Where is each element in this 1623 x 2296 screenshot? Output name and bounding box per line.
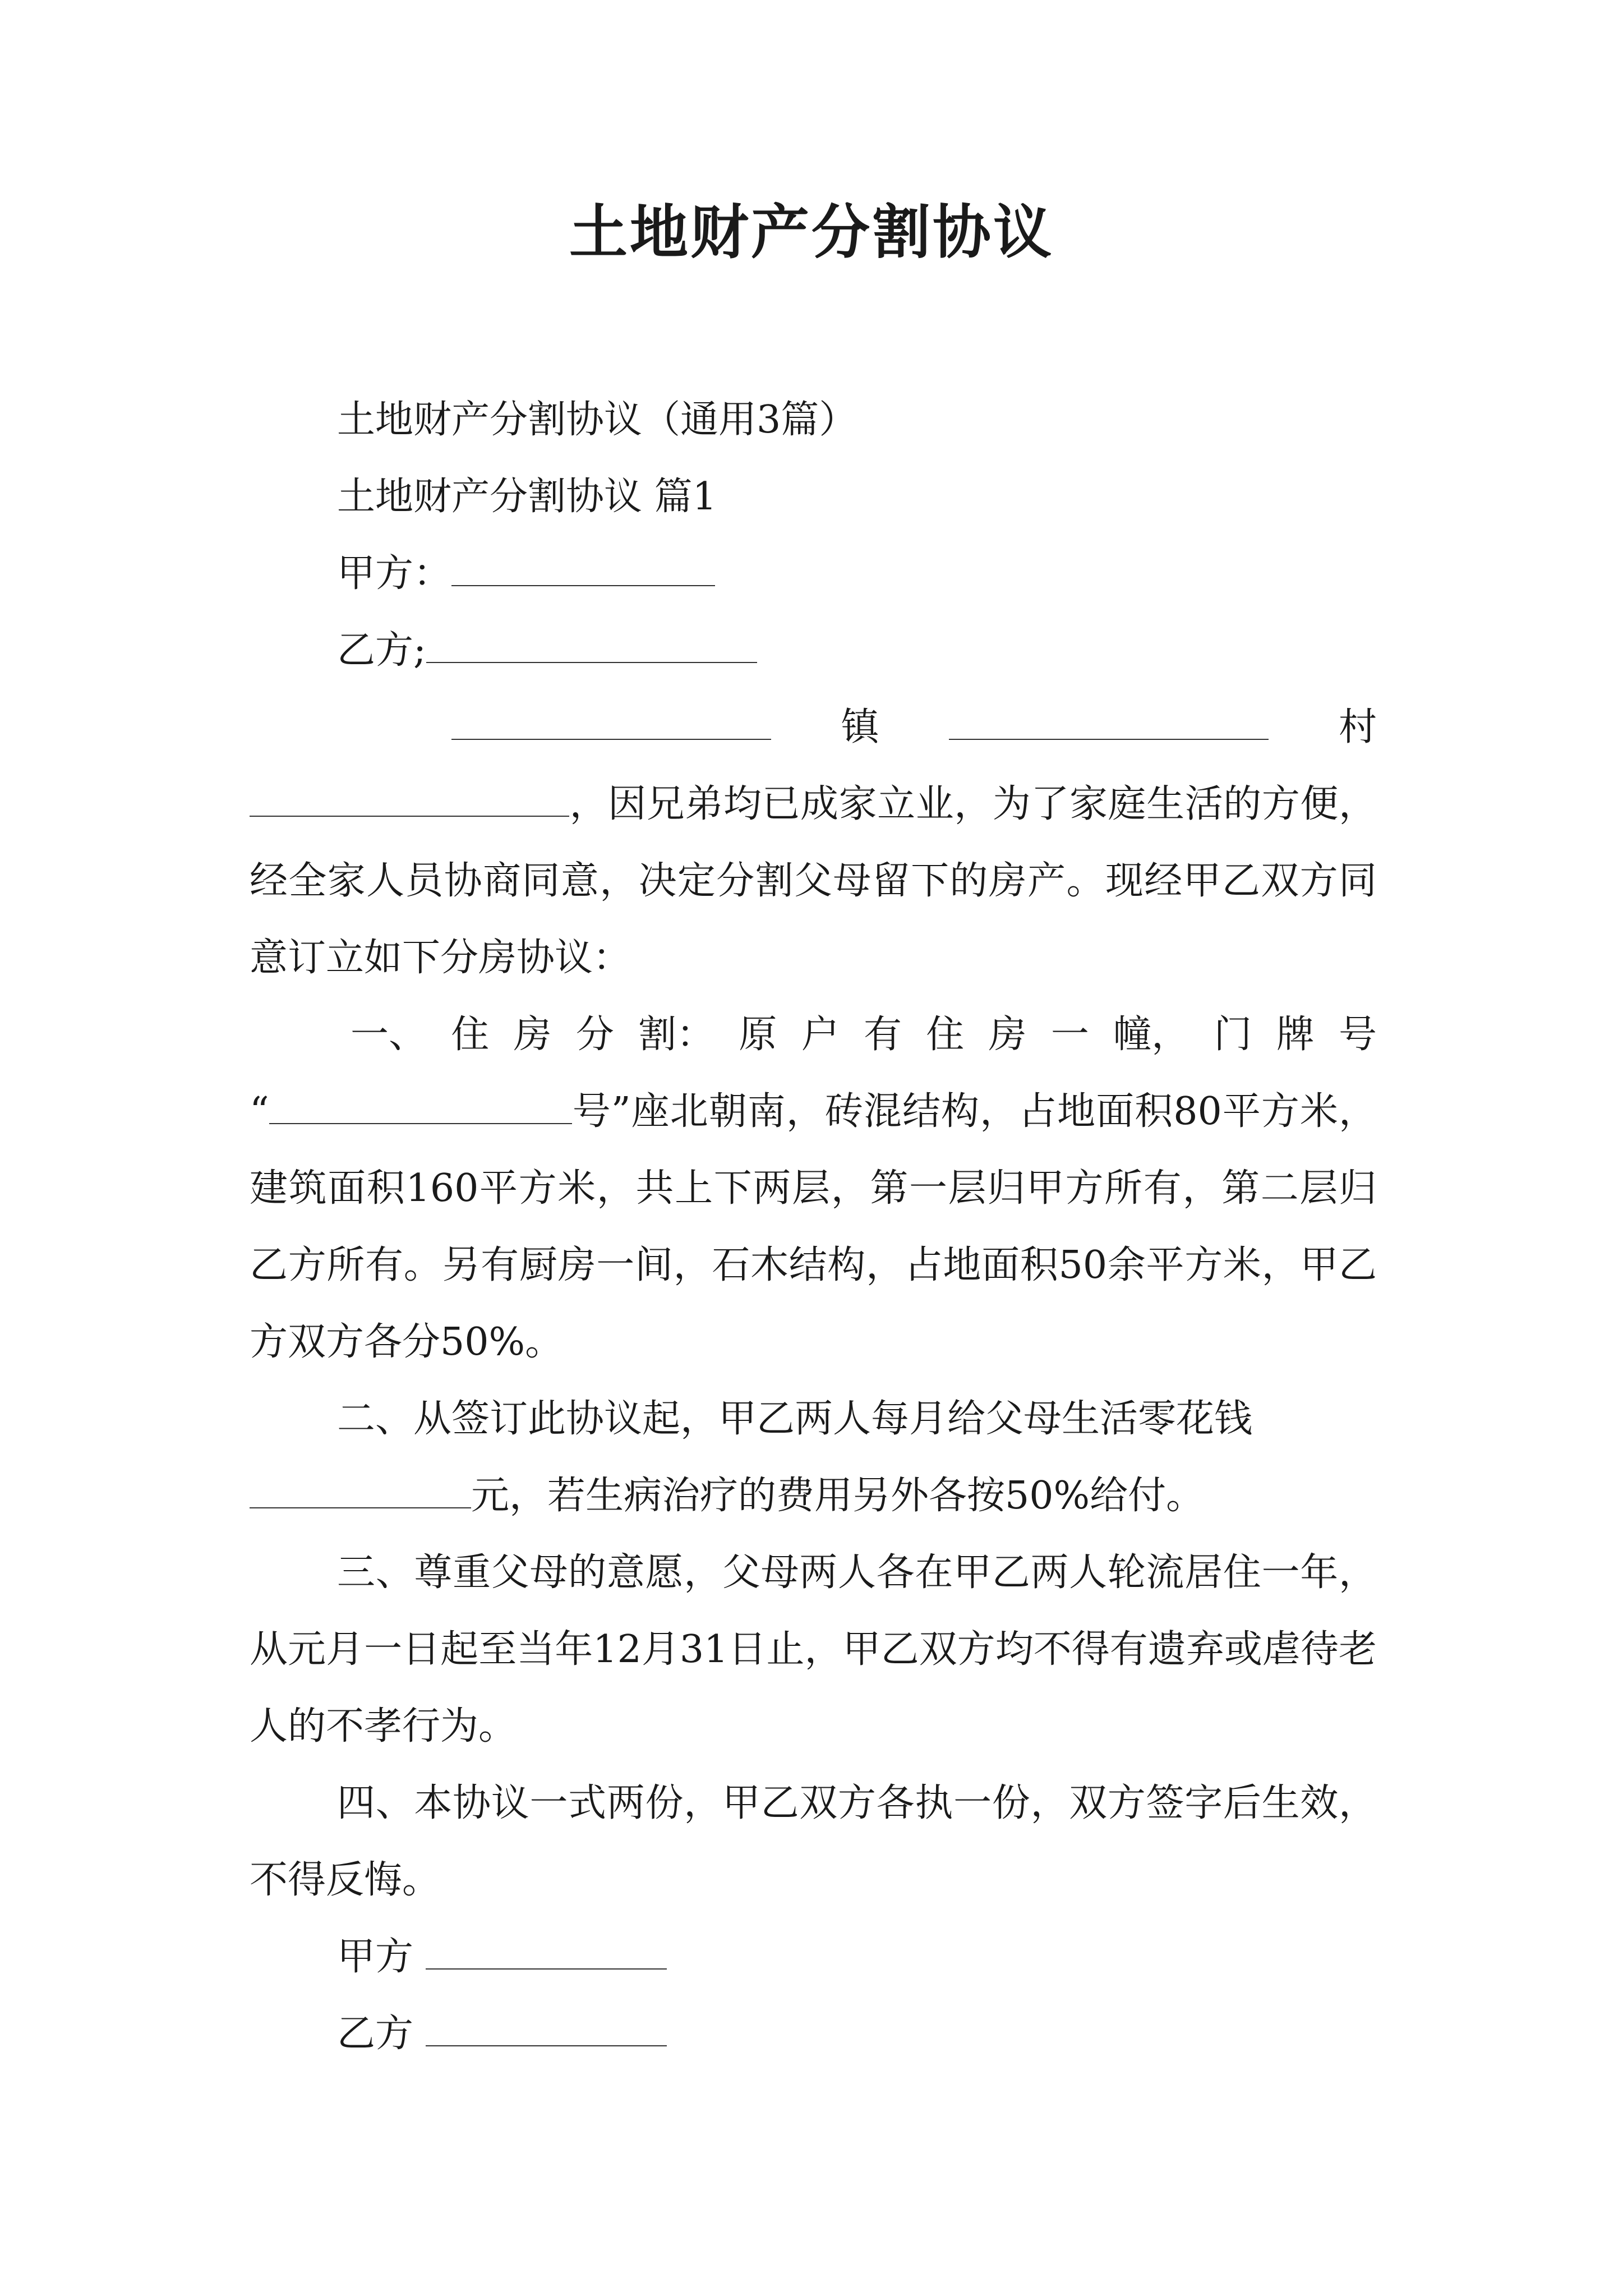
- clause1-word: 门: [1214, 1013, 1252, 1057]
- clause1-word: 一: [1050, 1013, 1089, 1057]
- party-a-blank: [451, 549, 715, 586]
- clause1-text: 号”座北朝南，砖混结构，占地面积80平方米，建筑面积160平方米，共上下两层，第一层归甲方所有，第二层归乙方所有。另有厨房一间，石木结构，占地面积50余平方米，甲乙方双方各分50%。: [250, 1089, 1377, 1364]
- clause1-word: 住: [926, 1013, 965, 1057]
- village-name-blank: [250, 779, 569, 817]
- signature-party-b: [250, 1995, 1377, 2072]
- party-a-label: 甲方：: [337, 551, 452, 596]
- party-a-line: [250, 535, 1377, 612]
- document-title: 土地财产分割协议: [569, 197, 1054, 266]
- document-body: [250, 381, 1377, 2072]
- section-heading: 土地财产分割协议 篇1: [337, 475, 717, 519]
- clause1-word: 号: [1338, 1013, 1377, 1057]
- clause1-paragraph: [250, 1073, 1377, 1381]
- party-b-line: [250, 612, 1377, 689]
- clause1-word: 割：: [638, 1013, 715, 1057]
- allowance-blank: [250, 1471, 471, 1508]
- clause1-first-line: [250, 996, 1377, 1073]
- subtitle: 土地财产分割协议（通用3篇）: [337, 398, 857, 442]
- clause1-word: 有: [863, 1013, 902, 1057]
- signature-party-b-label: 乙方: [337, 2012, 414, 2056]
- town-blank: [451, 702, 771, 740]
- signature-party-a-label: 甲方: [337, 1935, 414, 1979]
- party-b-label: 乙方;: [337, 628, 426, 673]
- intro-paragraph: [250, 766, 1377, 996]
- clause2-line1: 二、从签订此协议起，甲乙两人每月给父母生活零花钱: [337, 1397, 1253, 1441]
- signature-party-a: [250, 1918, 1377, 1995]
- intro-location-line: [250, 689, 1377, 766]
- village-label: 村: [1338, 705, 1377, 749]
- party-b-blank: [426, 625, 757, 663]
- quote-open: “: [250, 1089, 269, 1134]
- clause1-word: 住: [451, 1013, 490, 1057]
- clause1-word: 一、: [351, 1013, 427, 1057]
- clause2-paragraph: [250, 1457, 1377, 1534]
- signature-party-b-blank: [426, 2009, 667, 2046]
- village-blank: [949, 702, 1269, 740]
- intro-text: ，因兄弟均已成家立业，为了家庭生活的方便，经全家人员协商同意，决定分割父母留下的房产。现经甲乙双方同意订立如下分房协议：: [250, 782, 1377, 980]
- clause1-word: 房: [513, 1013, 552, 1057]
- clause1-word: 牌: [1276, 1013, 1315, 1057]
- clause2-text: 元，若生病治疗的费用另外各按50%给付。: [471, 1474, 1205, 1518]
- signature-party-a-blank: [426, 1932, 667, 1970]
- clause1-word: 分: [575, 1013, 614, 1057]
- clause1-word: 原: [739, 1013, 777, 1057]
- house-number-blank: [269, 1087, 572, 1124]
- town-label: 镇: [841, 705, 879, 749]
- clause4-paragraph: 四、本协议一式两份，甲乙双方各执一份，双方签字后生效，不得反悔。: [250, 1781, 1377, 1902]
- clause1-word: 户: [801, 1013, 840, 1057]
- clause3-paragraph: 三、尊重父母的意愿，父母两人各在甲乙两人轮流居住一年，从元月一日起至当年12月31日止，甲乙双方均不得有遗弃或虐待老人的不孝行为。: [250, 1550, 1377, 1749]
- clause1-word: 幢，: [1113, 1013, 1190, 1057]
- clause1-word: 房: [988, 1013, 1027, 1057]
